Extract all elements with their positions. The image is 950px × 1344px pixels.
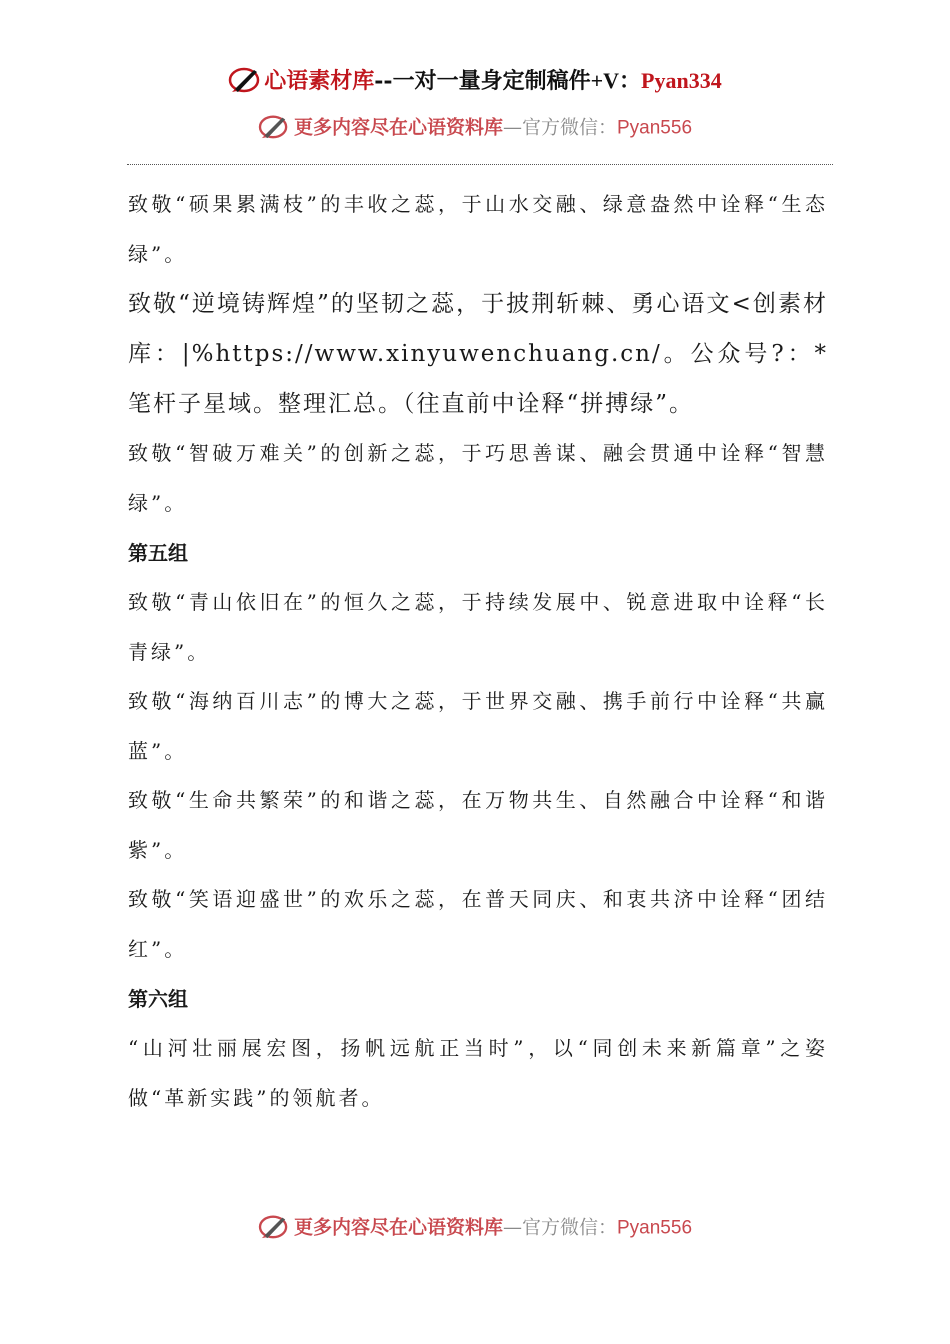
watermark-wechat-label: 官方微信： (521, 116, 617, 139)
footer-watermark (0, 1212, 950, 1245)
pen-logo-icon (258, 1212, 290, 1245)
paragraph-watermarked: 致敬“逆境铸辉煌”的坚韧之蕊，于披荆斩棘、勇心语文<创素材库：|%https://www.xinyuwenchuang.cn/。公众号?：*笔杆子星域。整理汇总。（往直前中诠释“拼搏绿”。 (128, 291, 828, 417)
watermark-text: 更多内容尽在心语资料库 (293, 116, 503, 139)
footer-separator: — (502, 1216, 522, 1239)
paragraph: 致敬“硕果累满枝”的丰收之蕊，于山水交融、绿意盎然中诠释“生态绿”。 (128, 192, 828, 266)
pen-logo-icon (228, 64, 262, 100)
document-body (128, 180, 828, 1123)
header-contact-prefix: +V： (590, 68, 642, 93)
watermark-separator: — (502, 116, 522, 139)
header-watermark (0, 112, 950, 145)
header-title (0, 64, 950, 100)
header-slogan: 一对一量身定制稿件 (392, 68, 591, 94)
paragraph: 致敬“海纳百川志”的博大之蕊，于世界交融、携手前行中诠释“共赢蓝”。 (128, 689, 828, 763)
paragraph: 致敬“青山依旧在”的恒久之蕊，于持续发展中、锐意进取中诠释“长青绿”。 (128, 590, 828, 664)
footer-wechat-id: Pyan556 (617, 1217, 693, 1239)
watermark-wechat-id: Pyan556 (617, 117, 693, 139)
header-divider (127, 164, 833, 165)
paragraph: 致敬“智破万难关”的创新之蕊，于巧思善谋、融会贯通中诠释“智慧绿”。 (128, 441, 828, 515)
pen-logo-icon (258, 112, 290, 145)
header-dashes: -- (374, 68, 393, 94)
section-heading: 第六组 (128, 987, 188, 1011)
paragraph: 致敬“笑语迎盛世”的欢乐之蕊，在普天同庆、和衷共济中诠释“团结红”。 (128, 887, 828, 961)
header-contact-id: Pyan334 (641, 68, 722, 93)
footer-wechat-label: 官方微信： (521, 1216, 617, 1239)
footer-text: 更多内容尽在心语资料库 (293, 1216, 503, 1239)
paragraph: “山河壮丽展宏图，扬帆远航正当时”，以“同创未来新篇章”之姿做“革新实践”的领航者。 (128, 1036, 828, 1110)
section-heading: 第五组 (128, 541, 188, 565)
brand-name: 心语素材库 (264, 68, 375, 94)
paragraph: 致敬“生命共繁荣”的和谐之蕊，在万物共生、自然融合中诠释“和谐紫”。 (128, 788, 828, 862)
